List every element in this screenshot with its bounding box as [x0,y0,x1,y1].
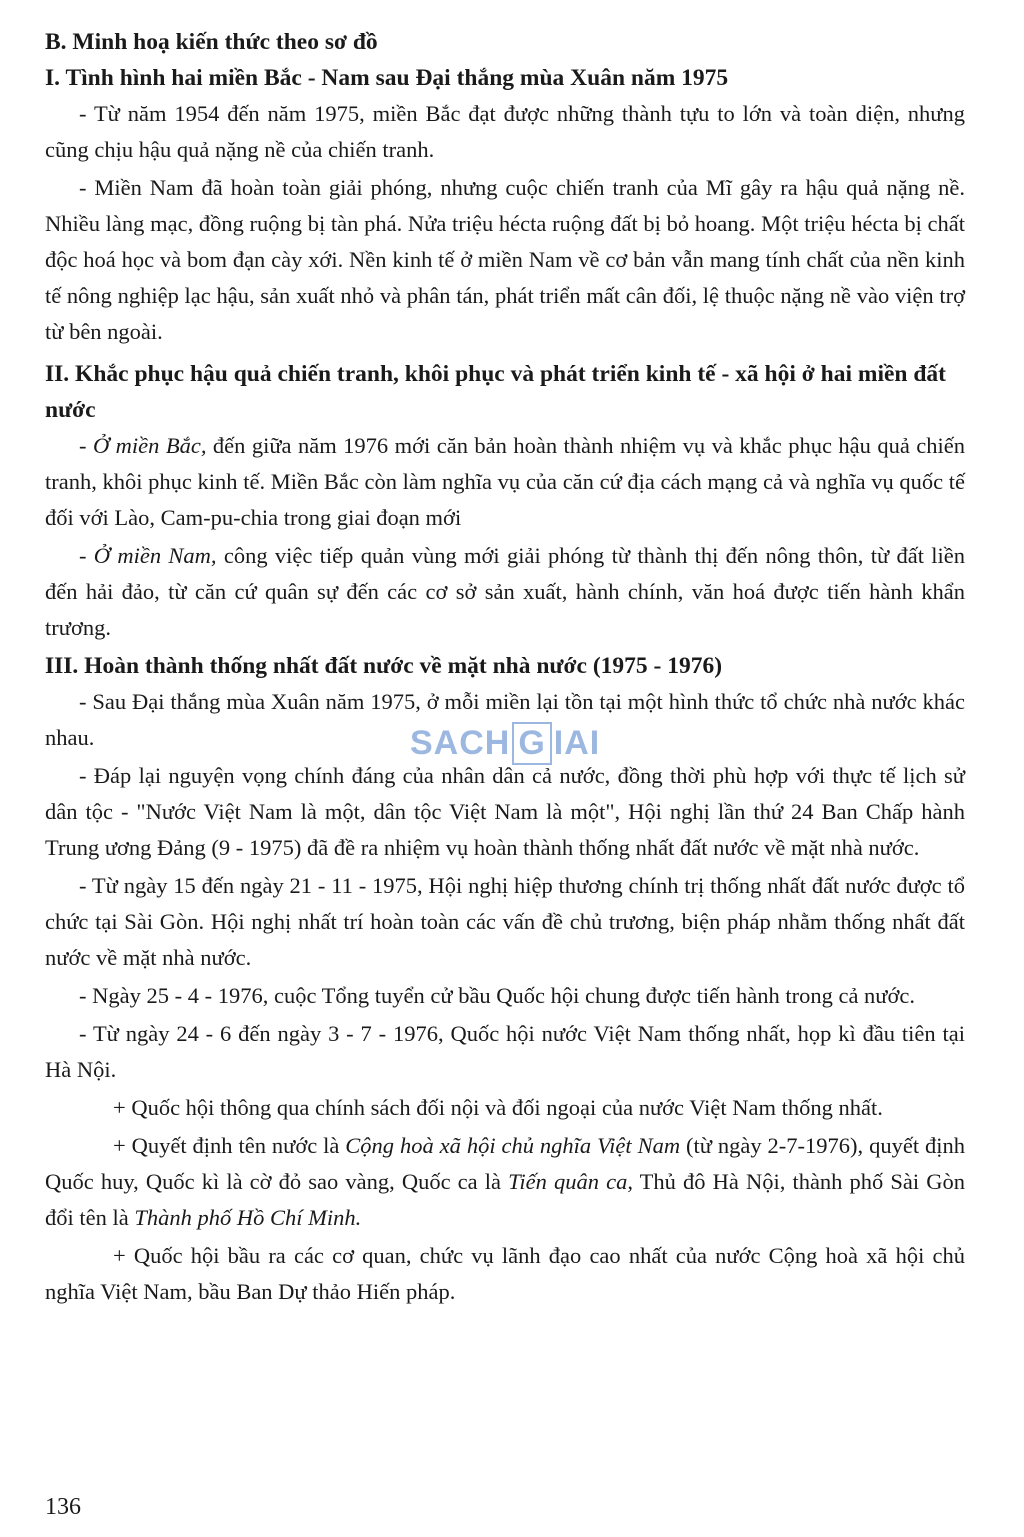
watermark-left: SACH [410,724,511,762]
part3-paragraph-5: - Từ ngày 24 - 6 đến ngày 3 - 7 - 1976, Quốc hội nước Việt Nam thống nhất, họp kì đầu tiên tại Hà Nội. [45,1021,965,1082]
south-label: Ở miền Nam, [93,543,217,568]
anthem-name: Tiến quân ca, [508,1169,633,1194]
part1-paragraph-2: - Miền Nam đã hoàn toàn giải phóng, nhưng cuộc chiến tranh của Mĩ gây ra hậu quả nặng nề. Nhiều làng mạc, đồng ruộng bị tàn phá. Nửa triệu hécta ruộng đất bị bỏ hoang. Một triệu hécta bị chất độc hoá học và bom đạn cày xới. Nền kinh tế ở miền Nam về cơ bản vẫn mang tính chất của nền kinh tế nông nghiệp lạc hậu, sản xuất nhỏ và phân tán, phát triển mất cân đối, lệ thuộc nặng nề vào viện trợ từ bên ngoài. [45,175,965,344]
part3-sub-item-3: + Quốc hội bầu ra các cơ quan, chức vụ lãnh đạo cao nhất của nước Cộng hoà xã hội chủ nghĩa Việt Nam, bầu Ban Dự thảo Hiến pháp. [45,1243,965,1304]
part2-paragraph-2: - Ở miền Nam, công việc tiếp quản vùng mới giải phóng từ thành thị đến nông thôn, từ đất liền đến hải đảo, từ căn cứ quân sự đến các cơ sở sản xuất, hành chính, văn hoá được tiến hành khẩn trương. [45,543,965,640]
part3-sub-item-1: + Quốc hội thông qua chính sách đối nội và đối ngoại của nước Việt Nam thống nhất. [113,1095,883,1120]
watermark-logo [410,722,620,765]
part1-paragraph-1: - Từ năm 1954 đến năm 1975, miền Bắc đạt được những thành tựu to lớn và toàn diện, nhưng cũng chịu hậu quả nặng nề của chiến tranh. [45,101,965,162]
city-name: Thành phố Hồ Chí Minh. [134,1205,362,1230]
section-b-title: B. Minh hoạ kiến thức theo sơ đồ [45,29,378,55]
part3-paragraph-1: - Sau Đại thắng mùa Xuân năm 1975, ở mỗi miền lại tồn tại một hình thức tổ chức nhà nước khác nhau. [45,689,965,750]
part3-sub-item-2 [45,1128,965,1236]
north-label: Ở miền Bắc, [92,433,207,458]
country-name: Cộng hoà xã hội chủ nghĩa Việt Nam [345,1133,681,1158]
watermark-mid: G [512,722,551,765]
page-number: 136 [45,1494,81,1520]
part3-paragraph-3: - Từ ngày 15 đến ngày 21 - 11 - 1975, Hội nghị hiệp thương chính trị thống nhất đất nước được tổ chức tại Sài Gòn. Hội nghị nhất trí hoàn toàn các vấn đề chủ trương, biện pháp nhằm thống nhất đất nước về mặt nhà nước. [45,873,965,970]
part3-paragraph-4: - Ngày 25 - 4 - 1976, cuộc Tổng tuyển cử bầu Quốc hội chung được tiến hành trong cả nước. [79,983,916,1008]
sub2-text-c: Thủ đô Hà Nội, thành phố Sài Gòn đổi tên là [45,1169,966,1230]
part2-paragraph-2-text: công việc tiếp quản vùng mới giải phóng từ thành thị đến nông thôn, từ đất liền đến hải đảo, từ căn cứ quân sự đến các cơ sở sản xuất, hành chính, văn hoá được tiến hành khẩn trương. [45,543,965,640]
part2-paragraph-1-text: đến giữa năm 1976 mới căn bản hoàn thành nhiệm vụ và khắc phục hậu quả chiến tranh, khôi phục kinh tế. Miền Bắc còn làm nghĩa vụ của căn cứ địa cách mạng cả và nghĩa vụ quốc tế đối với Lào, Cam-pu-chia trong giai đoạn mới [45,433,966,530]
part1-heading: I. Tình hình hai miền Bắc - Nam sau Đại thắng mùa Xuân năm 1975 [45,65,729,91]
document-page [45,24,965,1312]
part2-paragraph-1: - Ở miền Bắc, đến giữa năm 1976 mới căn bản hoàn thành nhiệm vụ và khắc phục hậu quả chiến tranh, khôi phục kinh tế. Miền Bắc còn làm nghĩa vụ của căn cứ địa cách mạng cả và nghĩa vụ quốc tế đối với Lào, Cam-pu-chia trong giai đoạn mới [45,433,966,530]
sub2-text-a: + Quyết định tên nước là [113,1133,346,1158]
watermark-right: IAI [553,724,601,762]
part3-heading: III. Hoàn thành thống nhất đất nước về mặt nhà nước (1975 - 1976) [45,653,723,679]
part3-paragraph-2: - Đáp lại nguyện vọng chính đáng của nhân dân cả nước, đồng thời phù hợp với thực tế lịch sử dân tộc - "Nước Việt Nam là một, dân tộc Việt Nam là một", Hội nghị lần thứ 24 Ban Chấp hành Trung ương Đảng (9 - 1975) đã đề ra nhiệm vụ hoàn thành thống nhất đất nước về mặt nhà nước. [45,763,965,860]
part2-heading: II. Khắc phục hậu quả chiến tranh, khôi phục và phát triển kinh tế - xã hội ở hai miền đất nước [45,361,946,423]
sub2-text-b: (từ ngày 2-7-1976), quyết định Quốc huy, Quốc kì là cờ đỏ sao vàng, Quốc ca là [45,1133,965,1194]
